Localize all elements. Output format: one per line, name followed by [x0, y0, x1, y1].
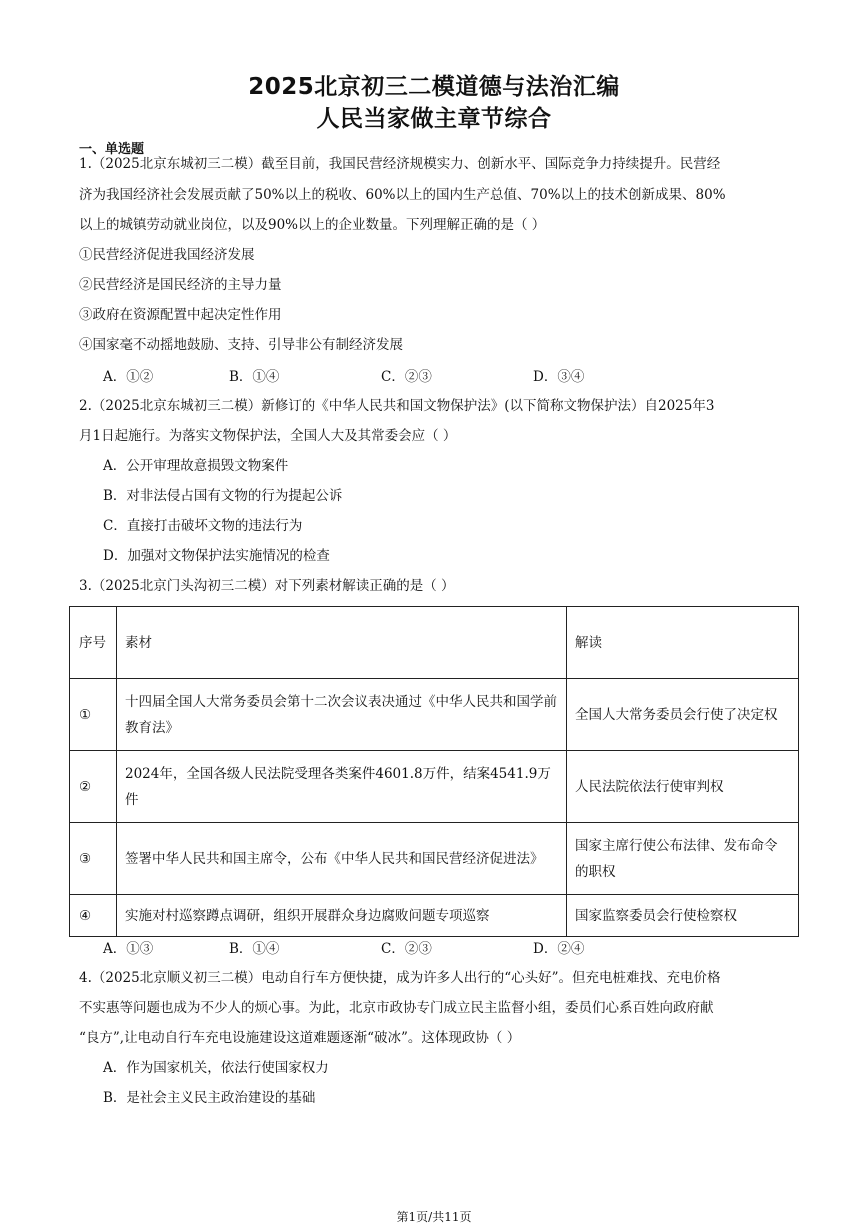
section-heading: 一、单选题 [79, 142, 145, 157]
row-explain: 全国人大常务委员会行使了决定权 [567, 679, 799, 751]
q1-stem-line: 济为我国经济社会发展贡献了50%以上的税收、60%以上的国内生产总值、70%以上的技术创新成果、80% [79, 187, 726, 203]
table-row [70, 679, 799, 751]
q2-option-d: D．加强对文物保护法实施情况的检查 [103, 548, 330, 564]
q4-stem-line: “良方”,让电动自行车充电设施建设这道难题逐渐“破冰”。这体现政协（ ） [79, 1030, 521, 1046]
row-material: 签署中华人民共和国主席令，公布《中华人民共和国民营经济促进法》 [117, 823, 567, 895]
document-subtitle: 人民当家做主章节综合 [316, 106, 552, 132]
q4-stem-line: 不实惠等问题也成为不少人的烦心事。为此，北京市政协专门成立民主监督小组，委员们心系百姓向政府献 [79, 1000, 714, 1016]
row-material: 十四届全国人大常务委员会第十二次会议表决通过《中华人民共和国学前教育法》 [117, 679, 567, 751]
q1-stem-line: 以上的城镇劳动就业岗位，以及90%以上的企业数量。下列理解正确的是（ ） [79, 217, 546, 233]
material-table [69, 606, 799, 937]
q4-option-b: B．是社会主义民主政治建设的基础 [103, 1090, 316, 1106]
q3-option-d: D．②④ [533, 941, 585, 957]
q1-statement: ③政府在资源配置中起决定性作用 [79, 307, 282, 323]
q2-stem-line: 2.（2025北京东城初三二模）新修订的《中华人民共和国文物保护法》(以下简称文物保护法）自2025年3 [79, 398, 715, 414]
q3-option-b: B．①④ [229, 941, 280, 957]
q3-option-c: C．②③ [381, 941, 432, 957]
row-material: 实施对村巡察蹲点调研，组织开展群众身边腐败问题专项巡察 [117, 895, 567, 937]
page-number: 第1页/共11页 [396, 1210, 472, 1224]
q4-option-a: A．作为国家机关，依法行使国家权力 [103, 1060, 329, 1076]
table-row [70, 895, 799, 937]
q1-statement: ①民营经济促进我国经济发展 [79, 247, 255, 263]
q2-option-b: B．对非法侵占国有文物的行为提起公诉 [103, 488, 343, 504]
row-material: 2024年，全国各级人民法院受理各类案件4601.8万件，结案4541.9万件 [117, 751, 567, 823]
q2-stem-line: 月1日起施行。为落实文物保护法，全国人大及其常委会应（ ） [79, 428, 457, 444]
q1-option-c: C．②③ [381, 369, 432, 385]
row-num: ② [70, 751, 117, 823]
row-num: ③ [70, 823, 117, 895]
q3-stem: 3.（2025北京门头沟初三二模）对下列素材解读正确的是（ ） [79, 578, 455, 594]
table-row [70, 751, 799, 823]
q1-statement: ④国家毫不动摇地鼓励、支持、引导非公有制经济发展 [79, 337, 403, 353]
row-num: ① [70, 679, 117, 751]
row-explain: 国家主席行使公布法律、发布命令的职权 [567, 823, 799, 895]
document-title: 2025北京初三二模道德与法治汇编 [248, 74, 620, 100]
row-explain: 国家监察委员会行使检察权 [567, 895, 799, 937]
header-explain: 解读 [567, 607, 799, 679]
q1-statement: ②民营经济是国民经济的主导力量 [79, 277, 282, 293]
table-row [70, 823, 799, 895]
q1-option-b: B．①④ [229, 369, 280, 385]
q4-stem-line: 4.（2025北京顺义初三二模）电动自行车方便快捷，成为许多人出行的“心头好”。但充电桩难找、充电价格 [79, 970, 721, 986]
q1-option-d: D．③④ [533, 369, 585, 385]
header-num: 序号 [70, 607, 117, 679]
row-num: ④ [70, 895, 117, 937]
q2-option-c: C．直接打击破坏文物的违法行为 [103, 518, 303, 534]
q3-option-a: A．①③ [103, 941, 154, 957]
table-header-row [70, 607, 799, 679]
row-explain: 人民法院依法行使审判权 [567, 751, 799, 823]
q1-stem-line: 1.（2025北京东城初三二模）截至目前，我国民营经济规模实力、创新水平、国际竞争力持续提升。民营经 [79, 156, 721, 172]
q1-option-a: A．①② [103, 369, 154, 385]
q2-option-a: A．公开审理故意损毁文物案件 [103, 458, 289, 474]
header-material: 素材 [117, 607, 567, 679]
